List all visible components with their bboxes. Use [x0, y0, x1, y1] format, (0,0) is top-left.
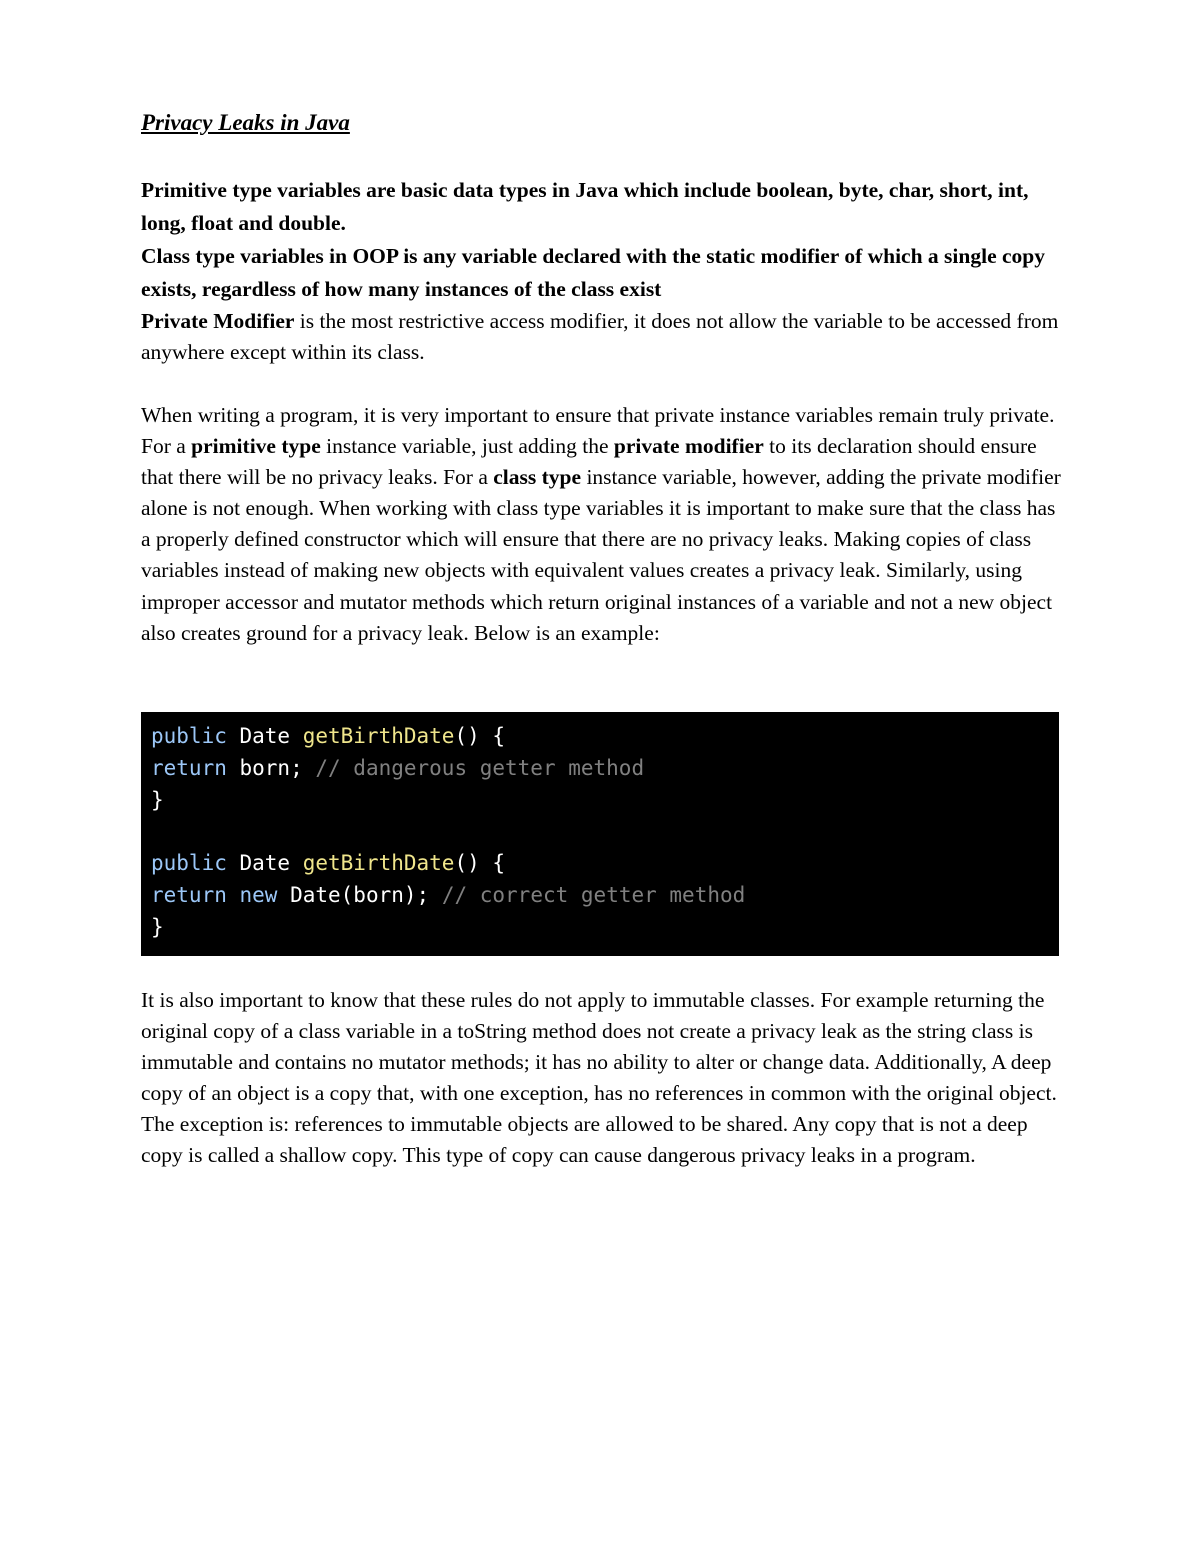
paragraph-text: instance variable, just adding the	[320, 434, 614, 459]
class-type-term: Class type	[141, 244, 235, 268]
document-title: Privacy Leaks in Java	[141, 110, 350, 135]
primitive-type-description: variables are basic data types in Java which include boolean, byte, char, short, int, long, float and double.	[141, 178, 1029, 235]
paragraph-text: instance variable, however, adding the private modifier alone is not enough. When working with class type variables it is important to make sure that the class has a properly defined constructor which will ensure that there are no privacy leaks. Making copies of class variables instead of making new objects with equivalent values creates a privacy leak. Similarly, using improper accessor and mutator methods which return original instances of a variable and not a new object also creates ground for a privacy leak. Below is an example:	[141, 465, 1061, 645]
code-text	[227, 883, 240, 907]
code-line	[151, 912, 1059, 944]
bold-class-type: class type	[493, 465, 582, 490]
code-text: () {	[454, 851, 506, 876]
immutable-classes-paragraph: It is also important to know that these rules do not apply to immutable classes. For example returning the original copy of a class variable in a toString method does not create a privacy leak as the string class is immutable and contains no mutator methods; it has no ability to alter or change data. Additionally, A deep copy of an object is a copy that, with one exception, has no references in common with the original object. The exception is: references to immutable objects are allowed to be shared. Any copy that is not a deep copy is called a shallow copy. This type of copy can cause dangerous privacy leaks in a program.	[141, 988, 1057, 1168]
code-comment: // correct getter method	[441, 882, 746, 907]
code-text: Date	[226, 724, 303, 748]
code-keyword: return	[151, 882, 227, 907]
code-blank-line	[151, 816, 1059, 848]
code-keyword: public	[151, 724, 227, 748]
privacy-explanation-paragraph	[141, 400, 1061, 649]
bold-primitive-type: primitive type	[191, 434, 321, 459]
class-type-definition	[141, 240, 1061, 306]
code-line	[151, 753, 1059, 785]
primitive-type-definition	[141, 174, 1061, 240]
code-text: }	[151, 787, 164, 812]
code-comment: // dangerous getter method	[315, 755, 645, 780]
code-line	[151, 721, 1059, 753]
private-modifier-term: Private Modifier	[141, 309, 295, 333]
code-function-name: getBirthDate	[302, 851, 455, 876]
code-text: Date	[226, 851, 303, 876]
code-line	[151, 848, 1059, 880]
primitive-type-term: Primitive type	[141, 178, 272, 202]
code-keyword: new	[239, 882, 278, 907]
private-modifier-description: is the most restrictive access modifier, it does not allow the variable to be accessed from anywhere except within its class.	[141, 309, 1059, 364]
code-line	[151, 785, 1059, 817]
code-example-block	[141, 712, 1059, 956]
code-text: () {	[454, 724, 506, 748]
code-text: born;	[226, 755, 316, 780]
code-text: }	[151, 914, 164, 939]
code-function-name: getBirthDate	[302, 724, 455, 748]
definitions-block	[141, 174, 1061, 368]
code-keyword: return	[151, 755, 227, 780]
private-modifier-definition	[141, 306, 1061, 368]
class-type-description: variables in OOP is any variable declared with the static modifier of which a single copy exists, regardless of how many instances of the class exist	[141, 244, 1045, 301]
paragraph-text: to its declaration should ensure that there will be no privacy leaks. For a	[141, 434, 1037, 490]
code-keyword: public	[151, 851, 227, 876]
paragraph-text: When writing a program, it is very important to ensure that private instance variables remain truly private. For a	[141, 403, 1055, 459]
code-text: Date(born);	[277, 882, 442, 907]
code-line	[151, 880, 1059, 912]
bold-private-modifier: private modifier	[613, 434, 764, 459]
